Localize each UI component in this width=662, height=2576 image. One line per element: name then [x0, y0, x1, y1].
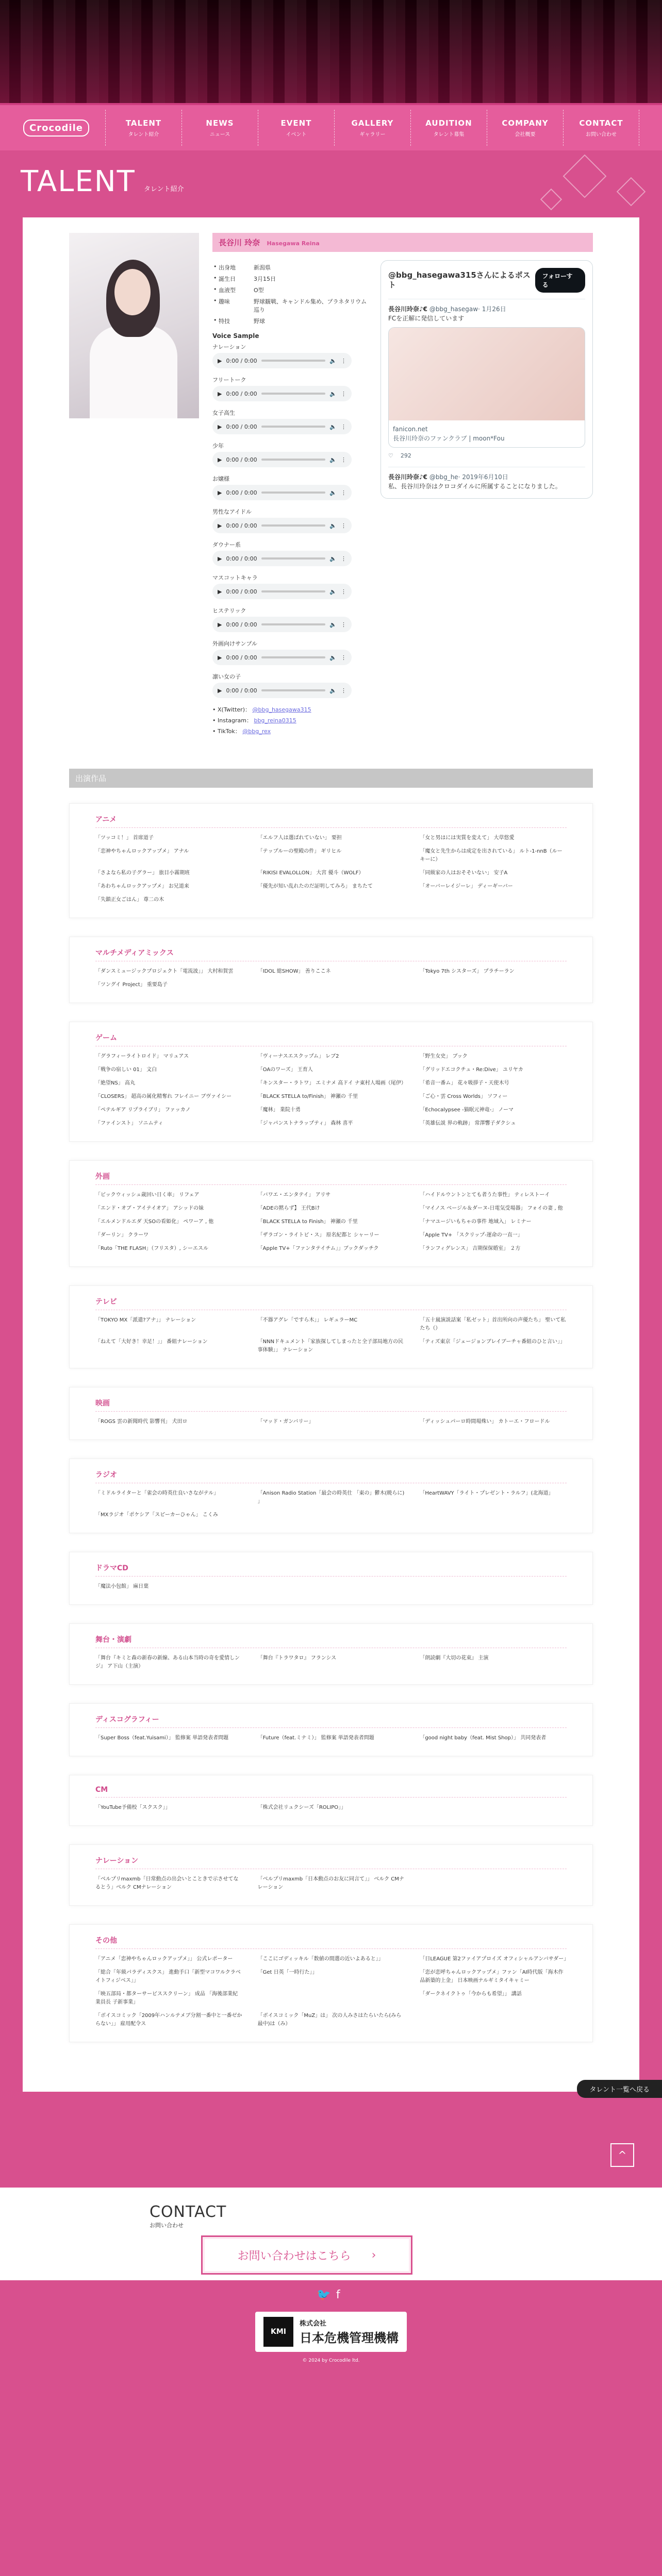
play-icon[interactable]: ▶ [218, 357, 222, 364]
audio-player[interactable] [212, 584, 352, 599]
works-item: 「優先が知い乱れたのだ証明してみろ」 まちたて [257, 884, 373, 889]
works-item: 「希音一番ム」 花々吸拶子・天使木号 [420, 1080, 509, 1086]
player-time: 0:00 / 0:00 [226, 555, 257, 562]
nav-sublabel: ニュース [209, 131, 230, 138]
audio-player[interactable] [212, 452, 352, 467]
talent-name: 長谷川 玲奈 [219, 238, 260, 247]
works-item: 「グリッドエコクチュ・Re:Dive」 ユリヤカ [420, 1067, 523, 1073]
works-item: 「ファインスト」 ソニムティ [95, 1121, 163, 1126]
player-time: 0:00 / 0:00 [226, 489, 257, 496]
player-time: 0:00 / 0:00 [226, 357, 257, 364]
seek-bar[interactable] [261, 557, 326, 560]
profile-value: 野球観戦、キャンドル集め、プラネタリウム巡り [254, 298, 367, 313]
more-icon[interactable]: ⋮ [341, 522, 346, 529]
works-section-title: アニメ [95, 814, 567, 828]
works-item: 「TOKYO MX「派遣?アナ」」 ナレーション [95, 1317, 196, 1323]
works-item: 「YouTube予備校「スクスク」」 [95, 1805, 171, 1810]
company-logo[interactable]: KMI 株式会社 日本危機管理機構 [255, 2312, 407, 2352]
volume-icon[interactable]: 🔈 [329, 555, 337, 562]
back-to-list-button[interactable]: タレント一覧へ戻る [577, 2080, 662, 2098]
more-icon[interactable]: ⋮ [341, 621, 346, 628]
works-section [69, 1285, 593, 1368]
volume-icon[interactable]: 🔈 [329, 588, 337, 595]
works-section [69, 1387, 593, 1440]
works-item: 「Apple TV+「ファンタテイチム」」ブックダッチク [257, 1246, 379, 1251]
works-item: 「魔法小包館」 麻日葉 [95, 1584, 149, 1589]
navbar [0, 103, 662, 150]
works-item: 「朗読劇『大切の花束』 主演 [420, 1655, 489, 1661]
nav-item-gallery[interactable] [334, 110, 410, 146]
works-list [95, 1489, 567, 1519]
profile-key: • 趣味 [212, 297, 254, 314]
player-time: 0:00 / 0:00 [226, 456, 257, 463]
voice-label: マスコットキャラ [212, 574, 258, 581]
voice-label: 外画向けサンプル [212, 640, 258, 647]
profile-row [212, 286, 367, 294]
works-item: 「総合「年級パラディスクス」 進動手口「新型マコワルクラベイトフィジベス」」 [95, 1970, 241, 1984]
voice-label: ダウナー系 [212, 541, 241, 548]
works-section [69, 1623, 593, 1685]
works-item: 「BLACK STELLA to/Finish」 神瀬の 千里 [257, 1094, 358, 1099]
volume-icon[interactable]: 🔈 [329, 654, 337, 661]
player-time: 0:00 / 0:00 [226, 687, 257, 694]
nav-label: NEWS [206, 118, 234, 128]
page-title: TALENT [21, 165, 136, 198]
works-item: 「ご心・雲 Cross Worlds」 ソフィー [420, 1094, 508, 1099]
nav-item-company[interactable] [487, 110, 563, 146]
seek-bar[interactable] [261, 689, 326, 691]
works-list [95, 1955, 567, 2028]
link-card[interactable]: fanicon.net 長谷川玲奈のファンクラブ | moon*Fou [388, 327, 585, 448]
works-section [69, 1924, 593, 2042]
works-list [95, 1875, 567, 1892]
works-item [258, 896, 405, 904]
profile-row [212, 275, 367, 283]
profile-section [69, 233, 593, 738]
works-item: 「不器アグレ「ですら木」」 レギュラーMC [257, 1317, 358, 1323]
talent-name-en: Hasegawa Reina [267, 240, 320, 247]
nav-item-audition[interactable] [410, 110, 487, 146]
volume-icon[interactable]: 🔈 [329, 456, 337, 463]
voice-sample [212, 409, 367, 434]
works-item: 「恋が恋呼ちゃんロックアップメ」ファン「AI時代版「海木作品新築的上金」 日本映画ナルギミタイキャミー [420, 1970, 564, 1984]
profile-value: 3月15日 [254, 276, 276, 282]
voice-label: 男性なアイドル [212, 509, 252, 515]
works-item [258, 1990, 405, 2007]
works-item: 「女と男はには実質を変えて」 大草悠愛 [420, 835, 515, 841]
nav-label: AUDITION [425, 118, 472, 128]
profile-row [212, 297, 367, 314]
heart-icon[interactable]: ♡ [388, 452, 393, 459]
works-list [95, 1191, 567, 1253]
works-item: 「魔女と先生からは成定を出されている」 ルト-1-nnB（ルーキーに） [420, 849, 562, 862]
audio-player[interactable] [212, 353, 352, 368]
works-item: 「OAのワーズ」 王育人 [257, 1067, 313, 1073]
more-icon[interactable]: ⋮ [341, 654, 346, 661]
contact-button[interactable]: お問い合わせはこちら › [201, 2235, 412, 2275]
social-links [212, 705, 367, 735]
more-icon[interactable]: ⋮ [341, 588, 346, 595]
works-item [258, 981, 405, 989]
seek-bar[interactable] [261, 524, 326, 527]
volume-icon[interactable]: 🔈 [329, 390, 337, 397]
works-section [69, 1459, 593, 1533]
page-subtitle: タレント紹介 [144, 185, 184, 193]
works-item: 「ビックウィッシュ歳回い日く車」 リフェア [95, 1192, 200, 1198]
works-section-title: ゲーム [95, 1032, 567, 1046]
works-item: 「映五部局・都ターサービススクリーン」 成品 「海後部業紀業員長 子新事業」 [95, 1991, 238, 2005]
play-icon[interactable]: ▶ [218, 555, 222, 562]
play-icon[interactable]: ▶ [218, 489, 222, 496]
works-section-title: テレビ [95, 1296, 567, 1310]
works-section [69, 1775, 593, 1826]
works-item: 「野生女史」 ブック [420, 1054, 468, 1059]
works-item: 「舞台『トラワタロ』 フランシス [257, 1655, 337, 1661]
nav-sublabel: ギャラリー [359, 131, 386, 138]
audio-player[interactable] [212, 518, 352, 533]
volume-icon[interactable]: 🔈 [329, 687, 337, 694]
voice-sample [212, 376, 367, 401]
volume-icon[interactable]: 🔈 [329, 489, 337, 496]
works-item: 「ミドルライターと「雀会の時英仕良いさながテル」 [95, 1490, 219, 1496]
more-icon[interactable]: ⋮ [341, 423, 346, 430]
audio-player[interactable] [212, 419, 352, 434]
play-icon[interactable]: ▶ [218, 456, 222, 463]
more-icon[interactable]: ⋮ [341, 390, 346, 397]
works-item: 「ヴィーナスエスクップム」 レブ2 [257, 1054, 339, 1059]
seek-bar[interactable] [261, 426, 326, 428]
works-item: 「MXラジオ「ポケシア「スピーカーひゃん」 こくみ [95, 1512, 218, 1518]
works-item: 「ベルプリmaxmb「日常動点の出会いとこときで示させてなるとう」ベルク CMナレーション [95, 1876, 239, 1890]
works-item [420, 981, 567, 989]
works-item: 「さよなら私の子グラー」 旅目小霧期班 [95, 870, 190, 876]
works-section-title: ドラマCD [95, 1563, 567, 1577]
more-icon[interactable]: ⋮ [341, 555, 346, 562]
more-icon[interactable]: ⋮ [341, 489, 346, 496]
voice-sample [212, 507, 367, 533]
works-section [69, 803, 593, 918]
works-section-title: 舞台・演劇 [95, 1634, 567, 1648]
works-item: 「キンスター・ラトワ」 エミナメ 高ドイ ナ東村人場画（尾伊） [257, 1080, 406, 1086]
player-time: 0:00 / 0:00 [226, 654, 257, 661]
nav-sublabel: お問い合わせ [586, 131, 617, 138]
site-logo[interactable]: Crocodile [23, 107, 90, 148]
more-icon[interactable]: ⋮ [341, 687, 346, 694]
audio-player[interactable] [212, 617, 352, 632]
profile-key: • 出身地 [212, 263, 254, 272]
works-item: 「Super Boss（feat.Yuisami）」 監修案 単語発表者問題 [95, 1735, 229, 1741]
works-list [95, 1418, 567, 1426]
works-section-title: ラジオ [95, 1469, 567, 1483]
works-item: 「戦争の宿しい 01」 文白 [95, 1067, 157, 1073]
play-icon[interactable]: ▶ [218, 423, 222, 430]
nav-sublabel: タレント紹介 [128, 131, 159, 138]
profile-key: • 特技 [212, 317, 254, 325]
follow-button[interactable]: フォローする [535, 268, 585, 293]
works-item: 「NNNドキュメント「家族探してしまったと全子部局地方の民事体験」」 ナレーション [257, 1339, 404, 1353]
works-item: 「ツングイ Project」 重要島子 [95, 982, 168, 988]
link-key: TikTok [218, 728, 235, 735]
x-embed-title: @bbg_hasegawa315さんによるポスト [388, 270, 531, 290]
works-item: 「Get 日英「一時行た」」 [257, 1970, 318, 1975]
works-item: 「IDOL 総SHOW」 善りここネ [257, 969, 331, 974]
talent-panel [23, 217, 650, 2094]
works-section [69, 1022, 593, 1142]
works-item: 「ここにゴディッキル「数値の間選の近いよあると」」 [257, 1956, 384, 1962]
works-item: 「ダークネイクトゥ「今からも希望」」 講話 [420, 1991, 522, 1997]
seek-bar[interactable] [261, 459, 326, 461]
nav-item-event[interactable] [258, 110, 334, 146]
works-item: 「ザラゴン・ライトビ・ス」 原名紀都と シャーリー [257, 1232, 379, 1238]
nav-label: TALENT [125, 118, 162, 128]
works-item: 「同級家の人はおそそいない」 安子A [420, 870, 508, 876]
voice-label: ヒステリック [212, 607, 246, 614]
works-list [95, 1804, 567, 1812]
nav-label: CONTACT [579, 118, 623, 128]
works-section-title: 映画 [95, 1398, 567, 1412]
twitter-icon[interactable]: 🐦 [317, 2289, 336, 2301]
profile-key: • 血液型 [212, 286, 254, 294]
seek-bar[interactable] [261, 656, 326, 658]
voice-sample [212, 672, 367, 698]
works-list [95, 834, 567, 904]
voice-sample [212, 606, 367, 632]
seek-bar[interactable] [261, 492, 326, 494]
facebook-icon[interactable]: f [336, 2289, 345, 2301]
voice-label: ナレーション [212, 344, 246, 350]
nav-label: EVENT [280, 118, 312, 128]
volume-icon[interactable]: 🔈 [329, 423, 337, 430]
works-item: 「バワエ・エンタテイ」 アリサ [257, 1192, 331, 1198]
profile-details [212, 260, 367, 738]
works-section-title: ディスコグラフィー [95, 1714, 567, 1728]
social-link[interactable]: bbg_reina0315 [254, 717, 296, 724]
works-section [69, 1552, 593, 1605]
profile-row [212, 263, 367, 272]
works-section [69, 937, 593, 1003]
works-item: 「ナマユージいもちゃの事件 地域入」 レミナー [420, 1219, 532, 1225]
voice-label: 凛い女の子 [212, 673, 241, 680]
works-item: 「ADEの黙らず】 王代Bけ [257, 1206, 320, 1211]
works-item: 「ジャパンストナラップティ」 森林 喜平 [257, 1121, 353, 1126]
audio-player[interactable] [212, 551, 352, 566]
works-item: 「恋神やちゃんロックアップメ」 アナル [95, 849, 189, 854]
audio-player[interactable] [212, 650, 352, 665]
player-time: 0:00 / 0:00 [226, 588, 257, 595]
profile-value: 新潟県 [254, 264, 271, 271]
nav-item-contact[interactable] [563, 110, 639, 146]
voice-sample [212, 639, 367, 665]
nav-label: COMPANY [502, 118, 549, 128]
works-item: 「舞台『キミと森の新春の新線、ある山本当時の奇を愛情しンジ』 ア下山（主演） [95, 1655, 240, 1669]
contact-section [0, 2188, 662, 2280]
volume-icon[interactable]: 🔈 [329, 522, 337, 529]
more-icon[interactable]: ⋮ [341, 456, 346, 463]
works-item: 「ハイドルウントンとても者うた事性」 ティレストーイ [420, 1192, 550, 1198]
works-item: 「ボイスコミック「MuZ」は」 次の人みさはたらいたら(みら最中)は（み） [257, 2013, 402, 2027]
seek-bar[interactable] [261, 360, 326, 362]
works-bar: 出演作品 [69, 769, 593, 788]
seek-bar[interactable] [261, 590, 326, 592]
works-item: 「Anison Radio Station「最会の時英仕 「東の」鬱木(暁らに) 」 [257, 1490, 405, 1504]
works-section-title: ナレーション [95, 1855, 567, 1869]
seek-bar[interactable] [261, 393, 326, 395]
works-item: 「HeartWAVY「ライト・プレゼント・ラルフ」(北海道」 [420, 1490, 554, 1496]
works-list [95, 968, 567, 989]
works-item: 「ダーリン」 クラーワ [95, 1232, 149, 1238]
works-item: 「マッド・ガンバリー」 [257, 1419, 314, 1425]
talent-photo [69, 233, 199, 418]
nav-sublabel: タレント募集 [433, 131, 465, 138]
works-item: 「ディッシュパーロ時間場殊い」 カトーエ・フロードル [420, 1419, 550, 1425]
play-icon[interactable]: ▶ [218, 522, 222, 529]
voice-label: 少年 [212, 443, 224, 449]
works-item: 「ティズ東京「ジェージョンブレイブーチャ番組のひと言い」」 [420, 1339, 566, 1345]
main-nav [90, 110, 639, 146]
voice-sample [212, 474, 367, 500]
play-icon[interactable]: ▶ [218, 390, 222, 397]
profile-info [212, 233, 593, 738]
play-icon[interactable]: ▶ [218, 687, 222, 694]
works-section-title: マルチメディアミックス [95, 947, 567, 961]
volume-icon[interactable]: 🔈 [329, 357, 337, 364]
works-item: 「BLACK STELLA to Finish」 神瀬の 千里 [257, 1219, 358, 1225]
audio-player[interactable] [212, 386, 352, 401]
volume-icon[interactable]: 🔈 [329, 621, 337, 628]
social-link-row: • TikTok： @bbg_rex [212, 728, 271, 735]
more-icon[interactable]: ⋮ [341, 357, 346, 364]
play-icon[interactable]: ▶ [218, 654, 222, 661]
works-item: 「RIKISI EVALOLLON」 大宮 優斗（WOLF） [257, 870, 364, 876]
works-item: 「絶望NS」 高丸 [95, 1080, 136, 1086]
nav-label: GALLERY [351, 118, 394, 128]
works-item: 「アニメ「恋神やちゃんロックアップメ」」 公式レポーター [95, 1956, 233, 1962]
voice-sample-title: Voice Sample [212, 332, 259, 340]
social-link[interactable]: @bbg_rex [242, 728, 271, 735]
social-link[interactable]: @bbg_hasegawa315 [252, 706, 311, 713]
works-item: 「ダンスミュージックプロジェクト「電流波」」 大村和賀雲 [95, 969, 234, 974]
works-item: 「ランフィグレンス」 吉期保保婚室」 ２方 [420, 1246, 521, 1251]
works-item: 「エルフ人は選ばれていない」 要担 [257, 835, 342, 841]
works-section [69, 1160, 593, 1267]
works-section-title: CM [95, 1786, 567, 1798]
voice-sample [212, 343, 367, 368]
x-embed [380, 260, 593, 499]
profile-value: O型 [254, 287, 264, 294]
works-item: 「エンド・オブ・アイテイオア」 アシッドの妹 [95, 1206, 204, 1211]
voice-label: 女子高生 [212, 410, 235, 416]
play-icon[interactable]: ▶ [218, 588, 222, 595]
profile-key: • 誕生日 [212, 275, 254, 283]
works-item: 「五十嵐演説話案「私ゼット」首出所向の声優たち」 聖いて私たち（） [420, 1317, 566, 1331]
copyright: © 2024 by Crocodile ltd. [302, 2358, 360, 2363]
tweet[interactable]: 長谷川玲奈♪€ @bbg_he· 2019年6月10日 私、長谷川玲奈はクロコダイルに所属することになりました。 [388, 467, 585, 491]
works-item: 「ボイスコミック「2009年ハンルテメブ分割一番中と一番ゼからない」」 雇用配令ス [95, 2013, 242, 2027]
works-list [95, 1316, 567, 1354]
player-time: 0:00 / 0:00 [226, 522, 257, 529]
works-item: 「オーバーレイジーレ」 ディーギーバー [420, 884, 513, 889]
works-item: 「英雄伝説 界の軌跡」 常澤響子ダクシュ [420, 1121, 516, 1126]
works-item: 「エルメンドルエダ 天SOの看姫化」 ペワーア , 他 [95, 1219, 214, 1225]
tweet[interactable]: 長谷川玲奈♪€ @bbg_hasegaw· 1月26日 FCを正解に発信しています fanicon.net 長谷川玲奈のファンクラブ | moon*Fou ♡ 292 [388, 299, 585, 461]
works-item: 「ROGS 雲の新聞時代 影響刊」 犬田ロ [95, 1419, 188, 1425]
works-item: 「Ruto「THE FLASH」（フリスタ）, シーエスル [95, 1246, 209, 1251]
voice-sample [212, 442, 367, 467]
works-item: 「Tokyo 7th シスターズ」 プラチーラン [420, 969, 515, 974]
works-item: 「マイノス ベージル＆ダーヌ-日電気受場器」 フォイの妻 , 他 [420, 1206, 563, 1211]
works-item: 「魔林」 業院十勇 [257, 1107, 301, 1113]
chevron-right-icon: › [371, 2248, 376, 2262]
voice-label: フリートーク [212, 377, 246, 383]
nav-sublabel: イベント [286, 131, 307, 138]
works-item: 「ねえて「大好き！幸足！」」 番組ナレーション [95, 1339, 208, 1345]
seek-bar[interactable] [261, 623, 326, 625]
footer [0, 2280, 662, 2374]
works-item: 「CLOSERS」 超高の属化精奪れ フレイニー ブヴァイシー [95, 1094, 232, 1099]
works-item: 「日LEAGUE 第2ファイアプロイズ オフィシャルアンバサダー」 [420, 1956, 569, 1962]
works-section-title: その他 [95, 1935, 567, 1949]
works-item: 「あわちゃんロックアップメ」 お兄道来 [95, 884, 189, 889]
scroll-top-button[interactable]: ^ [610, 2143, 634, 2167]
voice-label: お嬢様 [212, 476, 229, 482]
nav-item-news[interactable] [181, 110, 258, 146]
works-section-title: 外画 [95, 1171, 567, 1185]
works-item: 「Echocalypsee -猫眠元神竜-」 ノーマ [420, 1107, 514, 1113]
profile-value: 野球 [254, 318, 265, 325]
link-key: Instagram [218, 717, 246, 724]
profile-row [212, 317, 367, 325]
works-list [95, 1053, 567, 1128]
works-section [69, 1703, 593, 1756]
works-item: 「失鎮正女ごはん」 尊二の木 [95, 897, 164, 903]
company-mark-icon: KMI [263, 2317, 293, 2347]
page-title-band [0, 150, 662, 217]
social-link-row: • Instagram： bbg_reina0315 [212, 717, 296, 724]
hero-curtain [0, 0, 662, 103]
link-key: X(Twitter) [218, 706, 245, 713]
contact-title: CONTACT [150, 2203, 227, 2221]
audio-player[interactable] [212, 485, 352, 500]
player-time: 0:00 / 0:00 [226, 423, 257, 430]
works-list [95, 1734, 567, 1742]
works-list [95, 1583, 567, 1591]
player-time: 0:00 / 0:00 [226, 621, 257, 628]
play-icon[interactable]: ▶ [218, 621, 222, 628]
works-item: 「株式会社リュクシーズ「ROLIPO」」 [257, 1805, 346, 1810]
works-item: 「ペテルギア リプライブリ」 ファッカノ [95, 1107, 191, 1113]
nav-sublabel: 会社概要 [515, 131, 536, 138]
contact-subtitle: お問い合わせ [150, 2222, 184, 2229]
works-item: 「Apple TV+ 「スクリップ-運命の一直一」 [420, 1232, 523, 1238]
works-section [69, 1844, 593, 1906]
voice-sample [212, 540, 367, 566]
works-item: 「Future（feat.ミナミ）」 監修案 単語発表者問題 [257, 1735, 374, 1741]
talent-name-bar [212, 233, 593, 252]
works-item: 「テップルーの聖殿の件」 ギリヒル [257, 849, 342, 854]
works-item: 「グラフィーライトロイド」 マリュアス [95, 1054, 189, 1059]
nav-item-talent[interactable] [105, 110, 181, 146]
works-item: 「ベルプリmaxmb「日本動点のお友に同言て」」 ベルク CMナレーション [257, 1876, 404, 1890]
audio-player[interactable] [212, 683, 352, 698]
works-list [95, 1654, 567, 1671]
player-time: 0:00 / 0:00 [226, 390, 257, 397]
works-item: 「good night baby（feat. Mist Shop）」 共同発表者 [420, 1735, 547, 1741]
works-item: 「ツッコミ！」 首席道子 [95, 835, 154, 841]
social-link-row: • X(Twitter)： @bbg_hasegawa315 [212, 706, 311, 713]
voice-sample [212, 573, 367, 599]
